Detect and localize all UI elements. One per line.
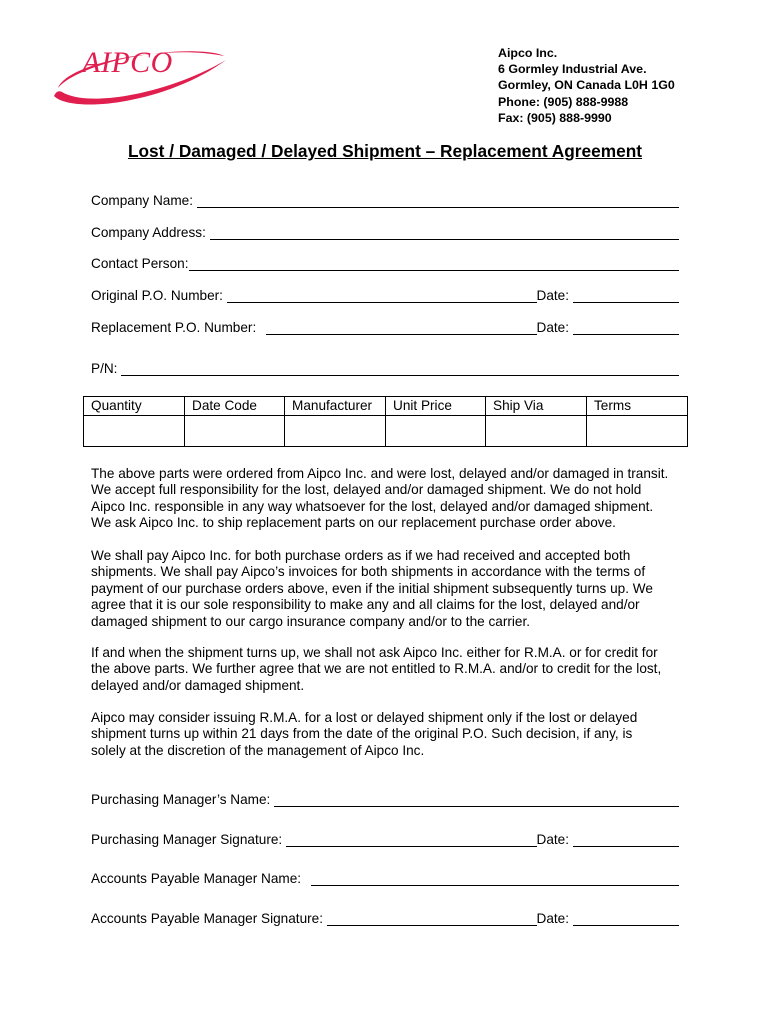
logo-swoosh-icon <box>48 38 230 110</box>
paragraph-line: We ask Aipco Inc. to ship replacement parts on our replacement purchase order above. <box>91 515 616 531</box>
ap-date-input[interactable] <box>573 911 679 926</box>
company-address-block <box>498 45 675 126</box>
ship-via-cell[interactable] <box>486 416 587 447</box>
parts-table <box>83 396 688 447</box>
terms-cell[interactable] <box>587 416 688 447</box>
part-number-field <box>91 356 679 376</box>
replacement-po-field <box>91 315 679 335</box>
company-name-label: Company Name: <box>91 193 193 208</box>
unit-price-cell[interactable] <box>386 416 486 447</box>
paragraph-line: Aipco Inc. responsible in any way whatsoever for the lost, delayed and/or damaged shipment. <box>91 498 654 514</box>
paragraph-line: payment of our purchase orders above, even if the initial shipment subsequently turns up. We <box>91 580 653 596</box>
contact-person-field <box>91 251 679 271</box>
date-code-cell[interactable] <box>185 416 285 447</box>
paragraph-line: damaged shipment to our cargo insurance company and/or to the carrier. <box>91 613 531 629</box>
pm-signature-input[interactable] <box>286 832 536 847</box>
paragraph-line: The above parts were ordered from Aipco Inc. and were lost, delayed and/or damaged in transit. <box>91 466 669 481</box>
pm-name-input[interactable] <box>274 792 679 807</box>
ap-signature-input[interactable] <box>327 911 537 926</box>
ap-date-label: Date: <box>536 911 569 926</box>
company-name-input[interactable] <box>197 193 679 208</box>
ap-signature-label: Accounts Payable Manager Signature: <box>91 911 323 926</box>
company-address-field <box>91 220 679 240</box>
paragraph-line: Aipco may consider issuing R.M.A. for a lost or delayed shipment only if the lost or delayed <box>91 710 638 725</box>
original-po-date-input[interactable] <box>573 288 679 303</box>
part-number-label: P/N: <box>91 361 118 376</box>
company-city: Gormley, ON Canada L0H 1G0 <box>498 78 675 93</box>
replacement-po-label: Replacement P.O. Number: <box>91 320 257 335</box>
contact-person-input[interactable] <box>189 256 679 271</box>
ap-name-label: Accounts Payable Manager Name: <box>91 871 302 886</box>
pm-name-label: Purchasing Manager’s Name: <box>91 792 271 807</box>
quantity-cell[interactable] <box>84 416 185 447</box>
paragraph-line: We accept full responsibility for the lost, delayed and/or damaged shipment. We do not hold <box>91 482 642 498</box>
company-address-input[interactable] <box>210 225 679 240</box>
pm-date-input[interactable] <box>573 832 679 847</box>
paragraph-3 <box>91 645 691 694</box>
original-po-input[interactable] <box>227 288 537 303</box>
page-title: Lost / Damaged / Delayed Shipment – Replacement Agreement <box>127 141 643 161</box>
paragraph-line: shipment turns up within 21 days from the date of the original P.O. Such decision, if any, is <box>91 726 633 742</box>
logo-wordmark: AIPCO <box>82 46 173 79</box>
ap-name-input[interactable] <box>311 871 679 886</box>
paragraph-line: agree that it is our sole responsibility to make any and all claims for the lost, delayed and/or <box>91 597 640 613</box>
pm-date-label: Date: <box>536 832 569 847</box>
pm-signature-label: Purchasing Manager Signature: <box>91 832 283 847</box>
ap-signature-field <box>91 906 679 926</box>
part-number-input[interactable] <box>121 361 679 376</box>
table-header-cell: Terms <box>587 397 688 416</box>
ap-name-field <box>91 866 679 886</box>
paragraph-line: delayed and/or damaged shipment. <box>91 677 305 693</box>
company-address-label: Company Address: <box>91 225 206 240</box>
original-po-date-label: Date: <box>536 288 569 303</box>
company-name: Aipco Inc. <box>498 46 558 60</box>
paragraph-line: solely at the discretion of the management of Aipco Inc. <box>91 742 425 758</box>
paragraph-2 <box>91 548 691 630</box>
table-header-cell: Manufacturer <box>285 397 386 416</box>
paragraph-line: If and when the shipment turns up, we shall not ask Aipco Inc. either for R.M.A. or for credit for <box>91 645 658 660</box>
original-po-field <box>91 283 679 303</box>
contact-person-label: Contact Person: <box>91 256 189 271</box>
company-name-field <box>91 188 679 208</box>
manufacturer-cell[interactable] <box>285 416 386 447</box>
company-phone: Phone: (905) 888-9988 <box>498 94 629 109</box>
company-street: 6 Gormley Industrial Ave. <box>498 62 647 77</box>
table-header-row <box>84 397 688 416</box>
paragraph-1 <box>91 466 691 532</box>
company-logo <box>48 38 230 110</box>
paragraph-line: We shall pay Aipco Inc. for both purchase orders as if we had received and accepted both <box>91 548 631 563</box>
table-header-cell: Date Code <box>185 397 285 416</box>
table-header-cell: Unit Price <box>386 397 486 416</box>
company-fax: Fax: (905) 888-9990 <box>498 110 612 125</box>
paragraph-line: the above parts. We further agree that we are not entitled to R.M.A. and/or to credit for the lost, <box>91 661 662 677</box>
table-header-cell: Quantity <box>84 397 185 416</box>
replacement-po-date-input[interactable] <box>573 320 679 335</box>
table-header-cell: Ship Via <box>486 397 587 416</box>
pm-signature-field <box>91 827 679 847</box>
replacement-po-date-label: Date: <box>536 320 569 335</box>
original-po-label: Original P.O. Number: <box>91 288 223 303</box>
paragraph-4 <box>91 710 691 759</box>
replacement-po-input[interactable] <box>266 320 536 335</box>
table-row <box>84 416 688 447</box>
pm-name-field <box>91 787 679 807</box>
paragraph-line: shipments. We shall pay Aipco’s invoices for both shipments in accordance with the terms of <box>91 564 646 580</box>
